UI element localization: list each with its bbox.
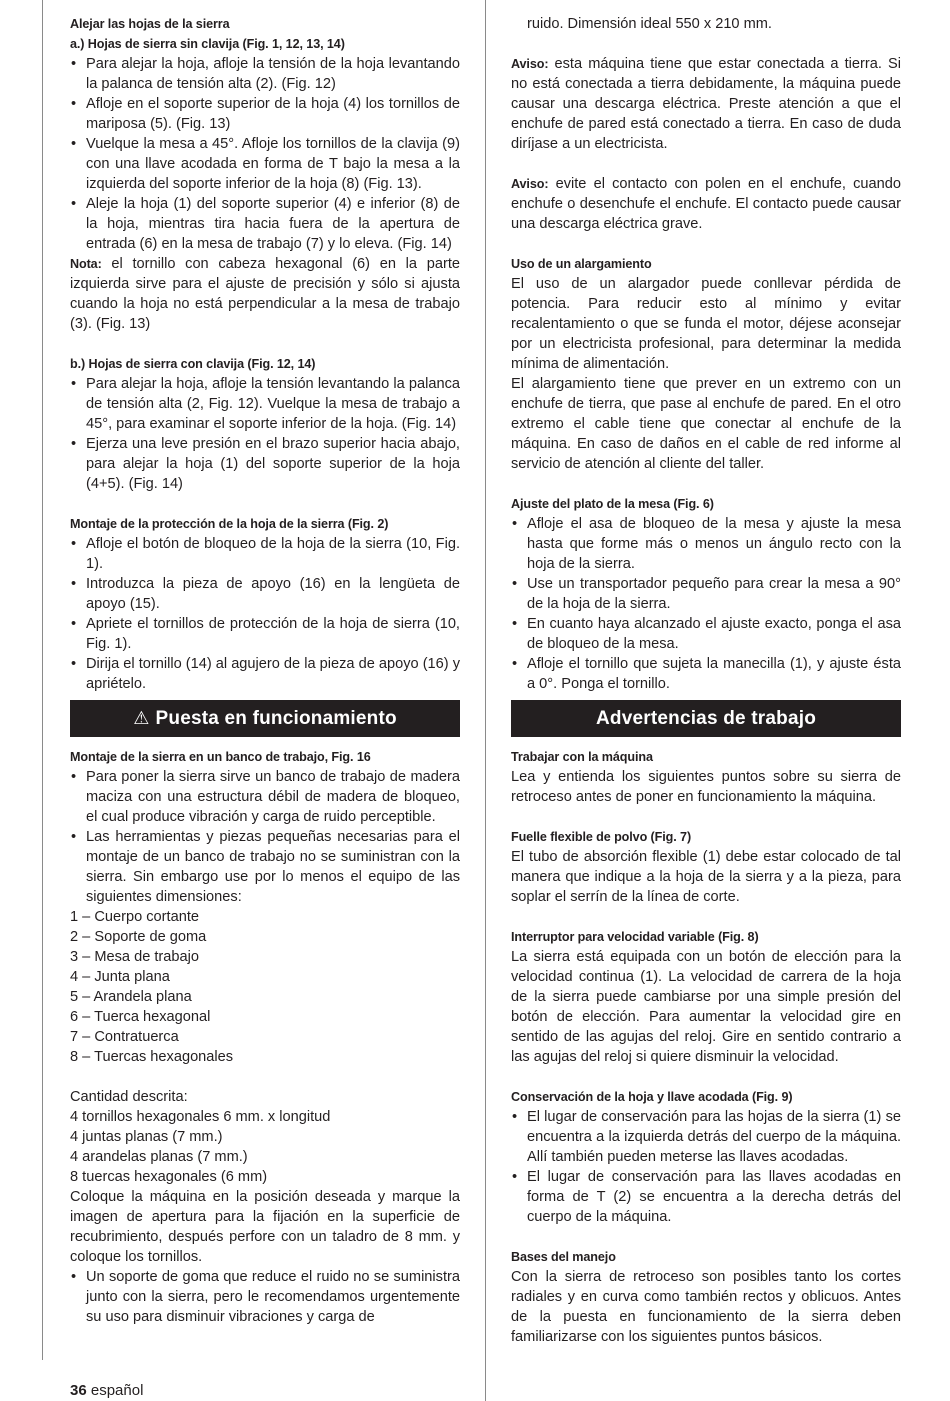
list-item: • Ejerza una leve presión en el brazo superior hacia abajo, para alejar la hoja (1) del soporte superior de la hoja (4+5). (Fig. 14): [70, 434, 460, 494]
quantity-item: 8 tuercas hexagonales (6 mm): [70, 1169, 268, 1185]
note-label: Nota:: [70, 257, 102, 271]
section-title-bench-mount: Montaje de la sierra en un banco de trabajo, Fig. 16: [70, 750, 371, 764]
continued-text: ruido. Dimensión ideal 550 x 210 mm.: [527, 16, 772, 32]
parts-list-item: 6 – Tuerca hexagonal: [70, 1009, 211, 1025]
list-item: • Para alejar la hoja, afloje la tensión levantando la palanca de tensión alta (2, Fig. 12). Vuelque la mesa de trabajo a 45°, para examinar el soporte inferior de la hoja. (Fig. 14): [70, 374, 460, 434]
list-item: • Introduzca la pieza de apoyo (16) en la lengüeta de apoyo (15).: [70, 574, 460, 614]
list-item: • Para poner la sierra sirve un banco de trabajo de madera maciza con una estructura débil de madera de bloqueo, el cual produce vibración y carga de ruido perceptible.: [70, 767, 460, 827]
section-banner-startup: [70, 700, 460, 737]
section-title-extension: Uso de un alargamiento: [511, 257, 652, 271]
parts-list-item: 8 – Tuercas hexagonales: [70, 1049, 234, 1065]
quantity-item: 4 arandelas planas (7 mm.): [70, 1149, 248, 1165]
left-column: [70, 14, 460, 1327]
body-paragraph: El uso de un alargador puede conllevar pérdida de potencia. Para reducir esto al mínimo y evitar recalentamiento o que se funda el motor, déjese aconsejar por un electricista profesional, para determinar la medida mínima de alimentación.: [511, 276, 901, 372]
section-title-dust-bellows: Fuelle flexible de polvo (Fig. 7): [511, 830, 692, 844]
note-paragraph: [70, 254, 460, 334]
quantity-item: 4 juntas planas (7 mm.): [70, 1129, 223, 1145]
quantity-title: Cantidad descrita:: [70, 1089, 188, 1105]
warning-text: evite el contacto con polen en el enchufe, cuando enchufe o desenchufe el enchufe. El contacto puede causar una descarga eléctrica grave.: [511, 176, 901, 232]
warning-label: Aviso:: [511, 177, 549, 191]
warning-triangle-icon: ⚠: [133, 708, 150, 728]
section-title-blade-guard: Montaje de la protección de la hoja de la sierra (Fig. 2): [70, 517, 389, 531]
list-item: • Apriete el tornillos de protección de la hoja de sierra (10, Fig. 1).: [70, 614, 460, 654]
parts-list-item: 4 – Junta plana: [70, 969, 170, 985]
list-item: • Afloje en el soporte superior de la hoja (4) los tornillos de mariposa (5). (Fig. 13): [70, 94, 460, 134]
banner-title: Puesta en funcionamiento: [155, 708, 397, 729]
banner-title: Advertencias de trabajo: [595, 708, 816, 729]
note-text: el tornillo con cabeza hexagonal (6) en la parte izquierda sirve para el ajuste de precisión y sólo si ajusta cuando la hoja no está perpendicular a la mesa de trabajo (3). (Fig. 13): [70, 256, 460, 332]
warning-paragraph: [511, 174, 901, 234]
list-item: • Use un transportador pequeño para crear la mesa a 90° de la hoja de la sierra.: [511, 574, 901, 614]
warning-label: Aviso:: [511, 57, 549, 71]
list-item: • Afloje el asa de bloqueo de la mesa y ajuste la mesa hasta que forme más o menos un ángulo recto con la hoja de la sierra.: [511, 514, 901, 574]
body-paragraph: La sierra está equipada con un botón de elección para la velocidad continua (1). La velocidad de carrera de la hoja de la sierra puede cambiarse por una simple presión del botón de elección. Para aumentar la velocidad gire en sentido de las agujas del reloj. Gire en sentido contrario a las agujas del reloj si quiere disminuir la velocidad.: [511, 949, 901, 1065]
body-paragraph: Con la sierra de retroceso son posibles tanto los cortes radiales y en curva como también rectos y oblicuos. Antes de la puesta en funcionamiento de la sierra deben familiarizarse con los siguientes puntos básicos.: [511, 1269, 901, 1345]
list-item: • Las herramientas y piezas pequeñas necesarias para el montaje de un banco de trabajo no se suministran con la sierra. Sin embargo use por lo menos el equipo de las siguientes dimensiones:: [70, 827, 460, 907]
section-title-basics: Bases del manejo: [511, 1250, 616, 1264]
column-divider-rule: [485, 0, 486, 1401]
parts-list-item: 3 – Mesa de trabajo: [70, 949, 199, 965]
list-item: • El lugar de conservación para las hojas de la sierra (1) se encuentra a la izquierda detrás del cuerpo de la máquina. Allí también pueden meterse las llaves acodadas.: [511, 1107, 901, 1167]
left-margin-rule: [42, 0, 43, 1360]
list-item: • Dirija el tornillo (14) al agujero de la pieza de apoyo (16) y apriételo.: [70, 654, 460, 694]
section-title-working: Trabajar con la máquina: [511, 750, 653, 764]
section-title-storage: Conservación de la hoja y llave acodada (Fig. 9): [511, 1090, 793, 1104]
list-item: • Afloje el botón de bloqueo de la hoja de la sierra (10, Fig. 1).: [70, 534, 460, 574]
list-item: • El lugar de conservación para las llaves acodadas en forma de T (2) se encuentra a la derecha detrás del cuerpo de la máquina.: [511, 1167, 901, 1227]
parts-list-item: 1 – Cuerpo cortante: [70, 909, 199, 925]
section-title-speed-switch: Interruptor para velocidad variable (Fig. 8): [511, 930, 759, 944]
list-item: • Un soporte de goma que reduce el ruido no se suministra junto con la sierra, pero le recomendamos urgentemente su uso para disminuir vibraciones y carga de: [70, 1267, 460, 1327]
section-banner-work-warnings: [511, 700, 901, 737]
list-item: • Afloje el tornillo que sujeta la manecilla (1), y ajuste ésta a 0°. Ponga el tornillo.: [511, 654, 901, 694]
quantity-item: 4 tornillos hexagonales 6 mm. x longitud: [70, 1109, 331, 1125]
parts-list-item: 2 – Soporte de goma: [70, 929, 207, 945]
body-paragraph: El alargamiento tiene que prever en un extremo con un enchufe de tierra, que pase al enchufe de pared. En el otro extremo el cable tiene que conectar al enchufe de la máquina. En caso de daños en el cable de red informe al servicio de atención al cliente del taller.: [511, 376, 901, 472]
parts-list-item: 7 – Contratuerca: [70, 1029, 179, 1045]
list-item: • Vuelque la mesa a 45°. Afloje los tornillos de la clavija (9) con una llave acodada en forma de T bajo la mesa a la izquierda del soporte inferior de la hoja (8) (Fig. 13).: [70, 134, 460, 194]
body-paragraph: Lea y entienda los siguientes puntos sobre su sierra de retroceso antes de poner en funcionamiento la máquina.: [511, 769, 901, 805]
list-item: • Aleje la hoja (1) del soporte superior (4) e inferior (8) de la hoja, mientras tira hacia fuera de la apertura de entrada (6) en la mesa de trabajo (7) y lo eleva. (Fig. 14): [70, 194, 460, 254]
section-title-remove-blades: Alejar las hojas de la sierra: [70, 17, 230, 31]
list-item: • En cuanto haya alcanzado el ajuste exacto, ponga el asa de bloqueo de la mesa.: [511, 614, 901, 654]
warning-paragraph: [511, 54, 901, 154]
parts-list-item: 5 – Arandela plana: [70, 989, 192, 1005]
page-footer: [70, 1382, 143, 1399]
warning-text: esta máquina tiene que estar conectada a tierra. Si no está conectada a tierra debidamente, la máquina puede causar una descarga eléctrica. Preste atención a que el enchufe de pared está conectado a tierra. En caso de duda diríjase a un electricista.: [511, 56, 901, 152]
section-title-table-adjust: Ajuste del plato de la mesa (Fig. 6): [511, 497, 714, 511]
body-paragraph: Coloque la máquina en la posición deseada y marque la imagen de apertura para la fijación en la superficie de recubrimiento, después perfore con un taladro de 8 mm. y coloque los tornillos.: [70, 1189, 460, 1265]
right-column: [511, 14, 901, 1347]
body-paragraph: El tubo de absorción flexible (1) debe estar colocado de tal manera que indique a la hoja de la sierra y a la pieza, para soplar el serrín de la línea de corte.: [511, 849, 901, 905]
list-item: • Para alejar la hoja, afloje la tensión de la hoja levantando la palanca de tensión alta (2). (Fig. 12): [70, 54, 460, 94]
subsection-title-pinned: b.) Hojas de sierra con clavija (Fig. 12, 14): [70, 357, 316, 371]
page-number: 36: [70, 1382, 87, 1399]
subsection-title-pinless: a.) Hojas de sierra sin clavija (Fig. 1, 12, 13, 14): [70, 37, 345, 51]
footer-language: español: [90, 1382, 144, 1399]
